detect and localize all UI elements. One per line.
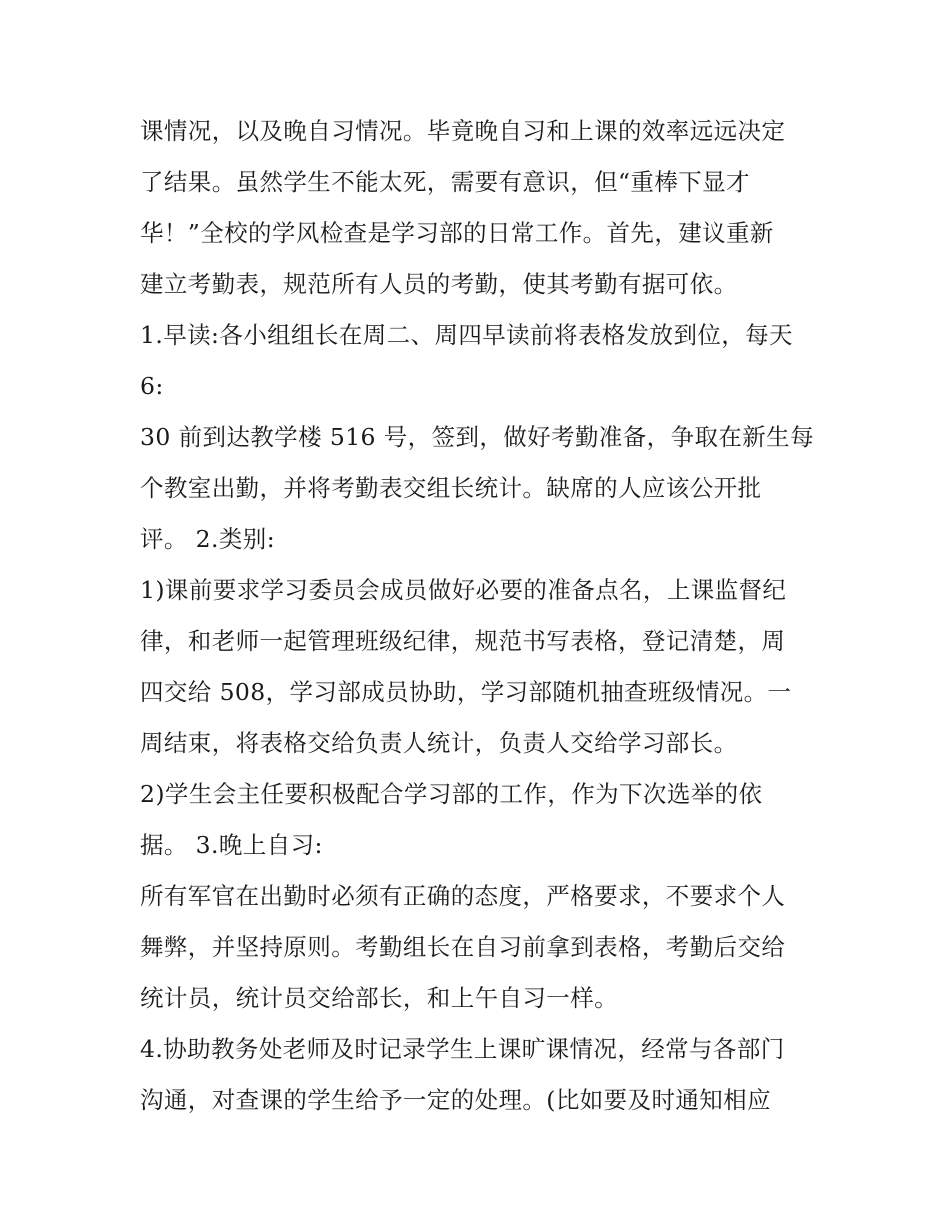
text-line: 周结束，将表格交给负责人统计，负责人交给学习部长。 [140,729,738,757]
text-line: 舞弊，并坚持原则。考勤组长在自习前拿到表格，考勤后交给 [140,933,786,961]
text-line: 所有军官在出勤时必须有正确的态度，严格要求，不要求个人 [140,882,786,910]
text-line: 了结果。虽然学生不能太死，需要有意识，但“重棒下显才 [140,168,750,196]
text-line: 30 前到达教学楼 516 号，签到，做好考勤准备，争取在新生每 [140,423,814,451]
text-line: 四交给 508，学习部成员协助，学习部随机抽查班级情况。一 [140,678,792,706]
text-line: 华！”全校的学风检查是学习部的日常工作。首先，建议重新 [140,219,774,247]
text-line: 统计员，统计员交给部长，和上午自习一样。 [140,984,618,1012]
text-line: 建立考勤表，规范所有人员的考勤，使其考勤有据可依。 [140,270,738,298]
text-line: 2)学生会主任要积极配合学习部的工作，作为下次选举的依 [140,780,763,808]
text-line: 律，和老师一起管理班级纪律，规范书写表格，登记清楚，周 [140,627,786,655]
body-text [140,106,820,1126]
text-line: 个教室出勤，并将考勤表交组长统计。缺席的人应该公开批 [140,474,762,502]
text-line: 课情况，以及晚自习情况。毕竟晚自习和上课的效率远远决定 [140,117,786,145]
text-line: 评。 2.类别: [140,525,276,553]
text-line: 6: [140,372,164,400]
text-line: 据。 3.晚上自习: [140,831,323,859]
text-line: 沟通，对查课的学生给予一定的处理。(比如要及时通知相应 [140,1086,771,1114]
text-line: 1.早读:各小组组长在周二、周四早读前将表格发放到位，每天 [140,321,793,349]
text-line: 4.协助教务处老师及时记录学生上课旷课情况，经常与各部门 [140,1035,785,1063]
text-line: 1)课前要求学习委员会成员做好必要的准备点名，上课监督纪 [140,576,787,604]
